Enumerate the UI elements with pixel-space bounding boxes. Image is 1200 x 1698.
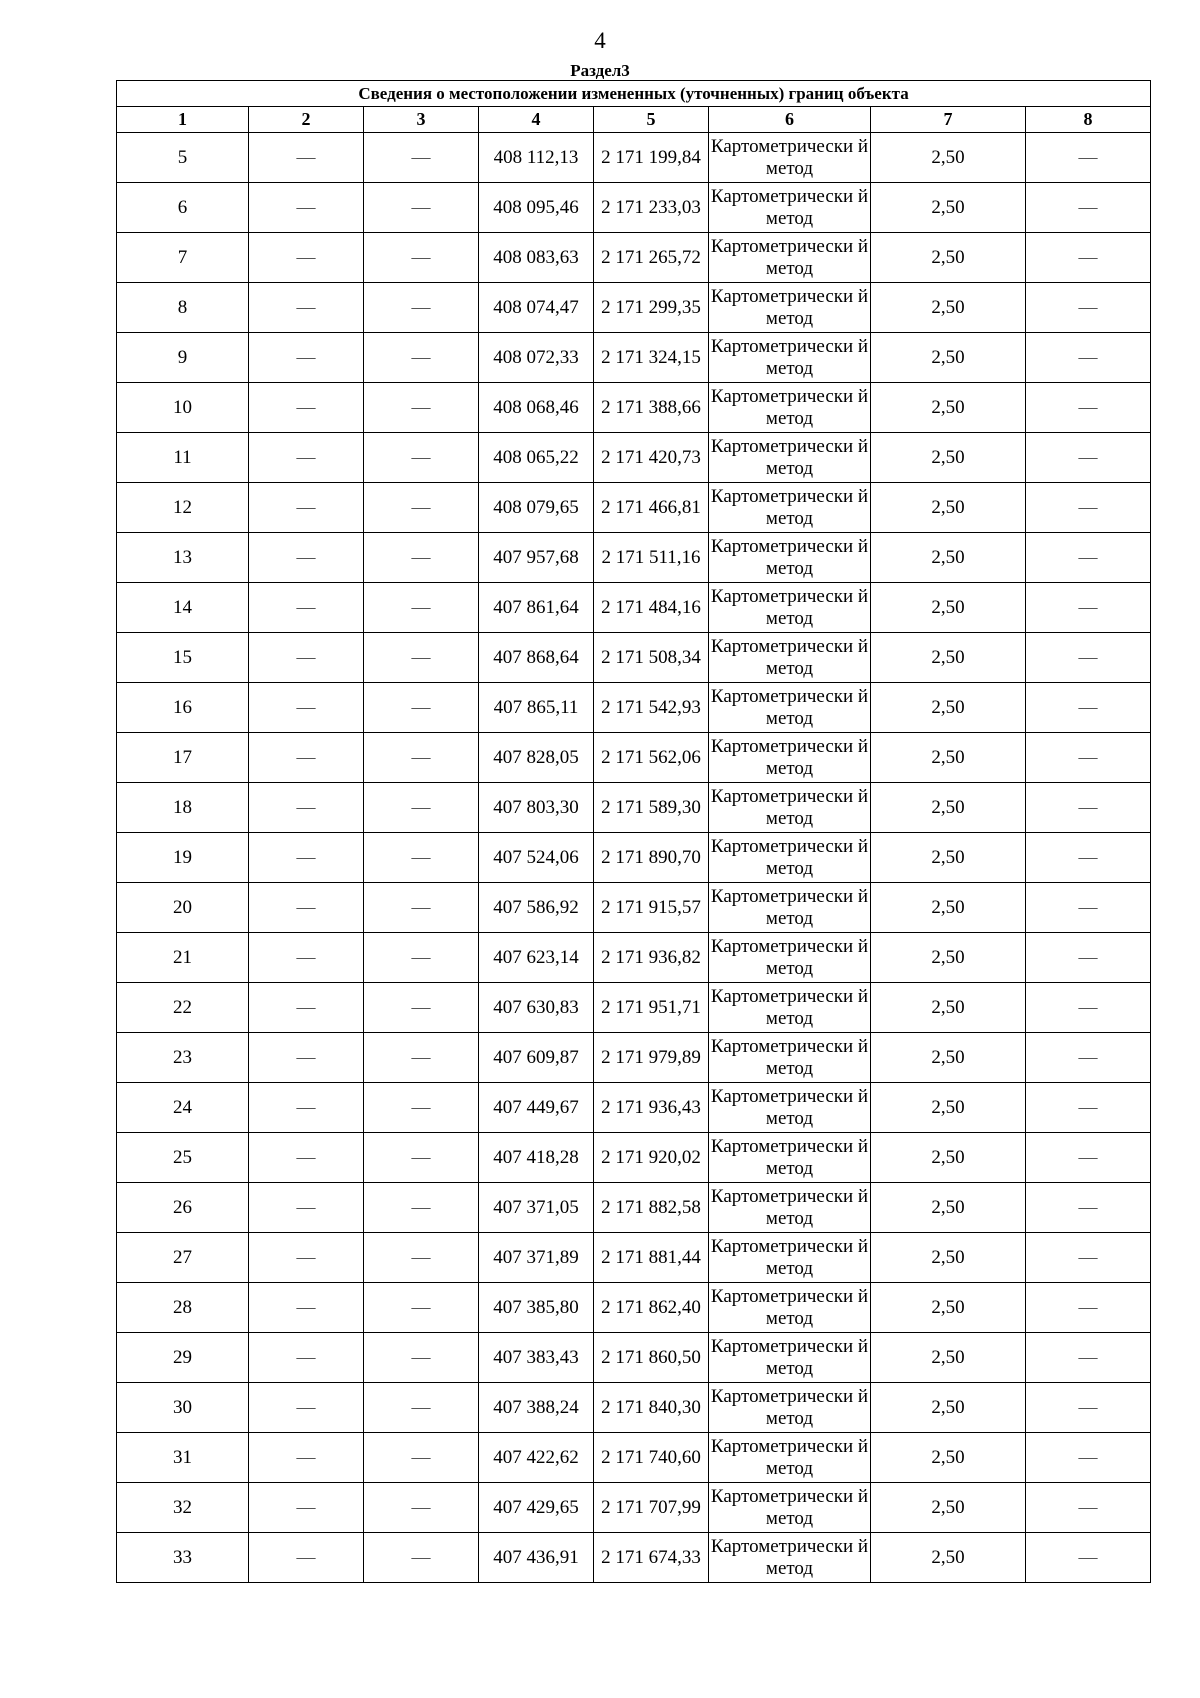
column-8-cell: — xyxy=(1026,233,1151,283)
point-number-cell: 17 xyxy=(117,733,249,783)
y-coordinate-cell: 2 171 707,99 xyxy=(594,1483,709,1533)
accuracy-cell: 2,50 xyxy=(871,1083,1026,1133)
x-coordinate-cell: 407 524,06 xyxy=(479,833,594,883)
column-8-cell: — xyxy=(1026,1383,1151,1433)
column-3-cell: — xyxy=(364,433,479,483)
accuracy-cell: 2,50 xyxy=(871,133,1026,183)
point-number-cell: 7 xyxy=(117,233,249,283)
column-2-cell: — xyxy=(249,1383,364,1433)
table-row xyxy=(117,1233,1151,1283)
column-8-cell: — xyxy=(1026,1433,1151,1483)
coordinates-table xyxy=(116,80,1151,1583)
y-coordinate-cell: 2 171 881,44 xyxy=(594,1233,709,1283)
method-cell: Картометрически й метод xyxy=(709,783,871,833)
point-number-cell: 29 xyxy=(117,1333,249,1383)
table-row xyxy=(117,933,1151,983)
x-coordinate-cell: 408 112,13 xyxy=(479,133,594,183)
column-8-cell: — xyxy=(1026,833,1151,883)
table-row xyxy=(117,183,1151,233)
y-coordinate-cell: 2 171 562,06 xyxy=(594,733,709,783)
method-cell: Картометрически й метод xyxy=(709,683,871,733)
column-8-cell: — xyxy=(1026,183,1151,233)
accuracy-cell: 2,50 xyxy=(871,483,1026,533)
column-2-cell: — xyxy=(249,833,364,883)
column-8-cell: — xyxy=(1026,583,1151,633)
column-2-cell: — xyxy=(249,1283,364,1333)
point-number-cell: 23 xyxy=(117,1033,249,1083)
accuracy-cell: 2,50 xyxy=(871,383,1026,433)
point-number-cell: 8 xyxy=(117,283,249,333)
table-row xyxy=(117,733,1151,783)
accuracy-cell: 2,50 xyxy=(871,983,1026,1033)
method-cell: Картометрически й метод xyxy=(709,183,871,233)
y-coordinate-cell: 2 171 979,89 xyxy=(594,1033,709,1083)
column-3-cell: — xyxy=(364,1383,479,1433)
column-3-cell: — xyxy=(364,483,479,533)
section-title: Раздел3 xyxy=(570,61,630,80)
method-cell: Картометрически й метод xyxy=(709,333,871,383)
point-number-cell: 22 xyxy=(117,983,249,1033)
x-coordinate-cell: 407 388,24 xyxy=(479,1383,594,1433)
method-cell: Картометрически й метод xyxy=(709,1383,871,1433)
table-row xyxy=(117,1533,1151,1583)
method-cell: Картометрически й метод xyxy=(709,1133,871,1183)
x-coordinate-cell: 407 586,92 xyxy=(479,883,594,933)
column-number: 1 xyxy=(117,107,249,133)
column-2-cell: — xyxy=(249,333,364,383)
table-row xyxy=(117,983,1151,1033)
y-coordinate-cell: 2 171 508,34 xyxy=(594,633,709,683)
y-coordinate-cell: 2 171 324,15 xyxy=(594,333,709,383)
point-number-cell: 20 xyxy=(117,883,249,933)
accuracy-cell: 2,50 xyxy=(871,1183,1026,1233)
column-3-cell: — xyxy=(364,1083,479,1133)
table-row xyxy=(117,233,1151,283)
column-8-cell: — xyxy=(1026,733,1151,783)
column-3-cell: — xyxy=(364,933,479,983)
y-coordinate-cell: 2 171 542,93 xyxy=(594,683,709,733)
point-number-cell: 32 xyxy=(117,1483,249,1533)
method-cell: Картометрически й метод xyxy=(709,1233,871,1283)
point-number-cell: 15 xyxy=(117,633,249,683)
method-cell: Картометрически й метод xyxy=(709,1433,871,1483)
accuracy-cell: 2,50 xyxy=(871,933,1026,983)
table-row xyxy=(117,1283,1151,1333)
y-coordinate-cell: 2 171 265,72 xyxy=(594,233,709,283)
column-2-cell: — xyxy=(249,383,364,433)
y-coordinate-cell: 2 171 199,84 xyxy=(594,133,709,183)
column-2-cell: — xyxy=(249,283,364,333)
column-3-cell: — xyxy=(364,783,479,833)
y-coordinate-cell: 2 171 936,43 xyxy=(594,1083,709,1133)
point-number-cell: 10 xyxy=(117,383,249,433)
column-8-cell: — xyxy=(1026,633,1151,683)
column-8-cell: — xyxy=(1026,1133,1151,1183)
table-row xyxy=(117,1433,1151,1483)
method-cell: Картометрически й метод xyxy=(709,583,871,633)
y-coordinate-cell: 2 171 860,50 xyxy=(594,1333,709,1383)
accuracy-cell: 2,50 xyxy=(871,1233,1026,1283)
y-coordinate-cell: 2 171 915,57 xyxy=(594,883,709,933)
x-coordinate-cell: 408 074,47 xyxy=(479,283,594,333)
accuracy-cell: 2,50 xyxy=(871,233,1026,283)
method-cell: Картометрически й метод xyxy=(709,1033,871,1083)
point-number-cell: 11 xyxy=(117,433,249,483)
column-3-cell: — xyxy=(364,383,479,433)
method-cell: Картометрически й метод xyxy=(709,1283,871,1333)
x-coordinate-cell: 408 095,46 xyxy=(479,183,594,233)
table-row xyxy=(117,533,1151,583)
x-coordinate-cell: 407 828,05 xyxy=(479,733,594,783)
column-8-cell: — xyxy=(1026,683,1151,733)
column-3-cell: — xyxy=(364,1333,479,1383)
point-number-cell: 13 xyxy=(117,533,249,583)
table-row xyxy=(117,483,1151,533)
column-3-cell: — xyxy=(364,583,479,633)
accuracy-cell: 2,50 xyxy=(871,333,1026,383)
column-8-cell: — xyxy=(1026,1333,1151,1383)
point-number-cell: 19 xyxy=(117,833,249,883)
column-2-cell: — xyxy=(249,783,364,833)
column-3-cell: — xyxy=(364,1233,479,1283)
column-2-cell: — xyxy=(249,1483,364,1533)
accuracy-cell: 2,50 xyxy=(871,1483,1026,1533)
point-number-cell: 25 xyxy=(117,1133,249,1183)
column-8-cell: — xyxy=(1026,383,1151,433)
page-number: 4 xyxy=(594,28,606,53)
column-8-cell: — xyxy=(1026,483,1151,533)
accuracy-cell: 2,50 xyxy=(871,433,1026,483)
point-number-cell: 24 xyxy=(117,1083,249,1133)
column-2-cell: — xyxy=(249,1533,364,1583)
column-3-cell: — xyxy=(364,533,479,583)
accuracy-cell: 2,50 xyxy=(871,283,1026,333)
y-coordinate-cell: 2 171 420,73 xyxy=(594,433,709,483)
point-number-cell: 26 xyxy=(117,1183,249,1233)
y-coordinate-cell: 2 171 299,35 xyxy=(594,283,709,333)
x-coordinate-cell: 407 418,28 xyxy=(479,1133,594,1183)
column-2-cell: — xyxy=(249,233,364,283)
column-3-cell: — xyxy=(364,1183,479,1233)
table-row xyxy=(117,1383,1151,1433)
method-cell: Картометрически й метод xyxy=(709,1083,871,1133)
table-row xyxy=(117,383,1151,433)
accuracy-cell: 2,50 xyxy=(871,1533,1026,1583)
column-3-cell: — xyxy=(364,883,479,933)
column-8-cell: — xyxy=(1026,933,1151,983)
x-coordinate-cell: 407 623,14 xyxy=(479,933,594,983)
column-2-cell: — xyxy=(249,583,364,633)
y-coordinate-cell: 2 171 840,30 xyxy=(594,1383,709,1433)
table-row xyxy=(117,1483,1151,1533)
y-coordinate-cell: 2 171 511,16 xyxy=(594,533,709,583)
column-3-cell: — xyxy=(364,983,479,1033)
method-cell: Картометрически й метод xyxy=(709,533,871,583)
y-coordinate-cell: 2 171 920,02 xyxy=(594,1133,709,1183)
column-2-cell: — xyxy=(249,933,364,983)
point-number-cell: 27 xyxy=(117,1233,249,1283)
column-number: 7 xyxy=(871,107,1026,133)
column-2-cell: — xyxy=(249,533,364,583)
y-coordinate-cell: 2 171 951,71 xyxy=(594,983,709,1033)
point-number-cell: 16 xyxy=(117,683,249,733)
accuracy-cell: 2,50 xyxy=(871,1133,1026,1183)
column-3-cell: — xyxy=(364,733,479,783)
table-row xyxy=(117,333,1151,383)
column-3-cell: — xyxy=(364,1033,479,1083)
column-3-cell: — xyxy=(364,1433,479,1483)
table-row xyxy=(117,833,1151,883)
x-coordinate-cell: 407 429,65 xyxy=(479,1483,594,1533)
column-3-cell: — xyxy=(364,1283,479,1333)
y-coordinate-cell: 2 171 484,16 xyxy=(594,583,709,633)
x-coordinate-cell: 408 079,65 xyxy=(479,483,594,533)
x-coordinate-cell: 407 861,64 xyxy=(479,583,594,633)
table-row xyxy=(117,1083,1151,1133)
method-cell: Картометрически й метод xyxy=(709,633,871,683)
x-coordinate-cell: 407 449,67 xyxy=(479,1083,594,1133)
column-number: 3 xyxy=(364,107,479,133)
table-row xyxy=(117,1183,1151,1233)
column-2-cell: — xyxy=(249,983,364,1033)
table-row xyxy=(117,283,1151,333)
column-number: 5 xyxy=(594,107,709,133)
column-8-cell: — xyxy=(1026,333,1151,383)
method-cell: Картометрически й метод xyxy=(709,1483,871,1533)
method-cell: Картометрически й метод xyxy=(709,983,871,1033)
column-2-cell: — xyxy=(249,1183,364,1233)
column-8-cell: — xyxy=(1026,133,1151,183)
table-row xyxy=(117,1033,1151,1083)
method-cell: Картометрически й метод xyxy=(709,433,871,483)
accuracy-cell: 2,50 xyxy=(871,583,1026,633)
table-row xyxy=(117,883,1151,933)
x-coordinate-cell: 407 957,68 xyxy=(479,533,594,583)
accuracy-cell: 2,50 xyxy=(871,1333,1026,1383)
point-number-cell: 18 xyxy=(117,783,249,833)
x-coordinate-cell: 407 371,05 xyxy=(479,1183,594,1233)
column-8-cell: — xyxy=(1026,983,1151,1033)
table-row xyxy=(117,133,1151,183)
y-coordinate-cell: 2 171 388,66 xyxy=(594,383,709,433)
y-coordinate-cell: 2 171 862,40 xyxy=(594,1283,709,1333)
y-coordinate-cell: 2 171 466,81 xyxy=(594,483,709,533)
table-row xyxy=(117,1333,1151,1383)
y-coordinate-cell: 2 171 882,58 xyxy=(594,1183,709,1233)
table-row xyxy=(117,583,1151,633)
point-number-cell: 5 xyxy=(117,133,249,183)
column-3-cell: — xyxy=(364,333,479,383)
x-coordinate-cell: 407 436,91 xyxy=(479,1533,594,1583)
column-number: 6 xyxy=(709,107,871,133)
column-2-cell: — xyxy=(249,483,364,533)
column-8-cell: — xyxy=(1026,1083,1151,1133)
method-cell: Картометрически й метод xyxy=(709,1533,871,1583)
y-coordinate-cell: 2 171 589,30 xyxy=(594,783,709,833)
column-3-cell: — xyxy=(364,183,479,233)
accuracy-cell: 2,50 xyxy=(871,733,1026,783)
column-2-cell: — xyxy=(249,683,364,733)
column-3-cell: — xyxy=(364,1483,479,1533)
accuracy-cell: 2,50 xyxy=(871,533,1026,583)
accuracy-cell: 2,50 xyxy=(871,783,1026,833)
column-8-cell: — xyxy=(1026,1233,1151,1283)
point-number-cell: 14 xyxy=(117,583,249,633)
column-number: 4 xyxy=(479,107,594,133)
column-8-cell: — xyxy=(1026,283,1151,333)
column-2-cell: — xyxy=(249,183,364,233)
y-coordinate-cell: 2 171 740,60 xyxy=(594,1433,709,1483)
column-3-cell: — xyxy=(364,1533,479,1583)
point-number-cell: 6 xyxy=(117,183,249,233)
y-coordinate-cell: 2 171 674,33 xyxy=(594,1533,709,1583)
column-2-cell: — xyxy=(249,883,364,933)
y-coordinate-cell: 2 171 936,82 xyxy=(594,933,709,983)
method-cell: Картометрически й метод xyxy=(709,233,871,283)
method-cell: Картометрически й метод xyxy=(709,483,871,533)
point-number-cell: 30 xyxy=(117,1383,249,1433)
column-3-cell: — xyxy=(364,833,479,883)
column-2-cell: — xyxy=(249,1133,364,1183)
method-cell: Картометрически й метод xyxy=(709,133,871,183)
column-number: 8 xyxy=(1026,107,1151,133)
method-cell: Картометрически й метод xyxy=(709,1183,871,1233)
x-coordinate-cell: 407 422,62 xyxy=(479,1433,594,1483)
table-row xyxy=(117,633,1151,683)
accuracy-cell: 2,50 xyxy=(871,1283,1026,1333)
x-coordinate-cell: 408 068,46 xyxy=(479,383,594,433)
method-cell: Картометрически й метод xyxy=(709,733,871,783)
method-cell: Картометрически й метод xyxy=(709,933,871,983)
column-8-cell: — xyxy=(1026,1483,1151,1533)
table-row xyxy=(117,683,1151,733)
column-8-cell: — xyxy=(1026,883,1151,933)
column-2-cell: — xyxy=(249,133,364,183)
method-cell: Картометрически й метод xyxy=(709,833,871,883)
column-2-cell: — xyxy=(249,1033,364,1083)
point-number-cell: 21 xyxy=(117,933,249,983)
column-number: 2 xyxy=(249,107,364,133)
x-coordinate-cell: 407 868,64 xyxy=(479,633,594,683)
method-cell: Картометрически й метод xyxy=(709,1333,871,1383)
point-number-cell: 12 xyxy=(117,483,249,533)
accuracy-cell: 2,50 xyxy=(871,833,1026,883)
column-8-cell: — xyxy=(1026,1533,1151,1583)
accuracy-cell: 2,50 xyxy=(871,683,1026,733)
y-coordinate-cell: 2 171 233,03 xyxy=(594,183,709,233)
x-coordinate-cell: 407 865,11 xyxy=(479,683,594,733)
table-caption: Сведения о местоположении измененных (уточненных) границ объекта xyxy=(117,81,1151,107)
method-cell: Картометрически й метод xyxy=(709,883,871,933)
accuracy-cell: 2,50 xyxy=(871,1383,1026,1433)
table-row xyxy=(117,433,1151,483)
table-row xyxy=(117,1133,1151,1183)
accuracy-cell: 2,50 xyxy=(871,1433,1026,1483)
y-coordinate-cell: 2 171 890,70 xyxy=(594,833,709,883)
column-3-cell: — xyxy=(364,1133,479,1183)
x-coordinate-cell: 407 803,30 xyxy=(479,783,594,833)
x-coordinate-cell: 407 383,43 xyxy=(479,1333,594,1383)
column-3-cell: — xyxy=(364,133,479,183)
column-2-cell: — xyxy=(249,1333,364,1383)
x-coordinate-cell: 407 385,80 xyxy=(479,1283,594,1333)
column-2-cell: — xyxy=(249,1433,364,1483)
point-number-cell: 28 xyxy=(117,1283,249,1333)
accuracy-cell: 2,50 xyxy=(871,633,1026,683)
column-2-cell: — xyxy=(249,633,364,683)
column-8-cell: — xyxy=(1026,1283,1151,1333)
point-number-cell: 9 xyxy=(117,333,249,383)
point-number-cell: 33 xyxy=(117,1533,249,1583)
column-2-cell: — xyxy=(249,433,364,483)
column-2-cell: — xyxy=(249,1083,364,1133)
method-cell: Картометрически й метод xyxy=(709,283,871,333)
column-8-cell: — xyxy=(1026,783,1151,833)
point-number-cell: 31 xyxy=(117,1433,249,1483)
column-2-cell: — xyxy=(249,733,364,783)
column-3-cell: — xyxy=(364,683,479,733)
column-8-cell: — xyxy=(1026,1183,1151,1233)
table-body xyxy=(117,133,1151,1583)
x-coordinate-cell: 407 371,89 xyxy=(479,1233,594,1283)
x-coordinate-cell: 408 065,22 xyxy=(479,433,594,483)
column-3-cell: — xyxy=(364,233,479,283)
column-2-cell: — xyxy=(249,1233,364,1283)
x-coordinate-cell: 407 630,83 xyxy=(479,983,594,1033)
method-cell: Картометрически й метод xyxy=(709,383,871,433)
column-number-row xyxy=(117,107,1151,133)
column-8-cell: — xyxy=(1026,533,1151,583)
column-8-cell: — xyxy=(1026,1033,1151,1083)
x-coordinate-cell: 408 083,63 xyxy=(479,233,594,283)
accuracy-cell: 2,50 xyxy=(871,183,1026,233)
column-8-cell: — xyxy=(1026,433,1151,483)
accuracy-cell: 2,50 xyxy=(871,1033,1026,1083)
x-coordinate-cell: 407 609,87 xyxy=(479,1033,594,1083)
table-row xyxy=(117,783,1151,833)
column-3-cell: — xyxy=(364,283,479,333)
accuracy-cell: 2,50 xyxy=(871,883,1026,933)
x-coordinate-cell: 408 072,33 xyxy=(479,333,594,383)
column-3-cell: — xyxy=(364,633,479,683)
